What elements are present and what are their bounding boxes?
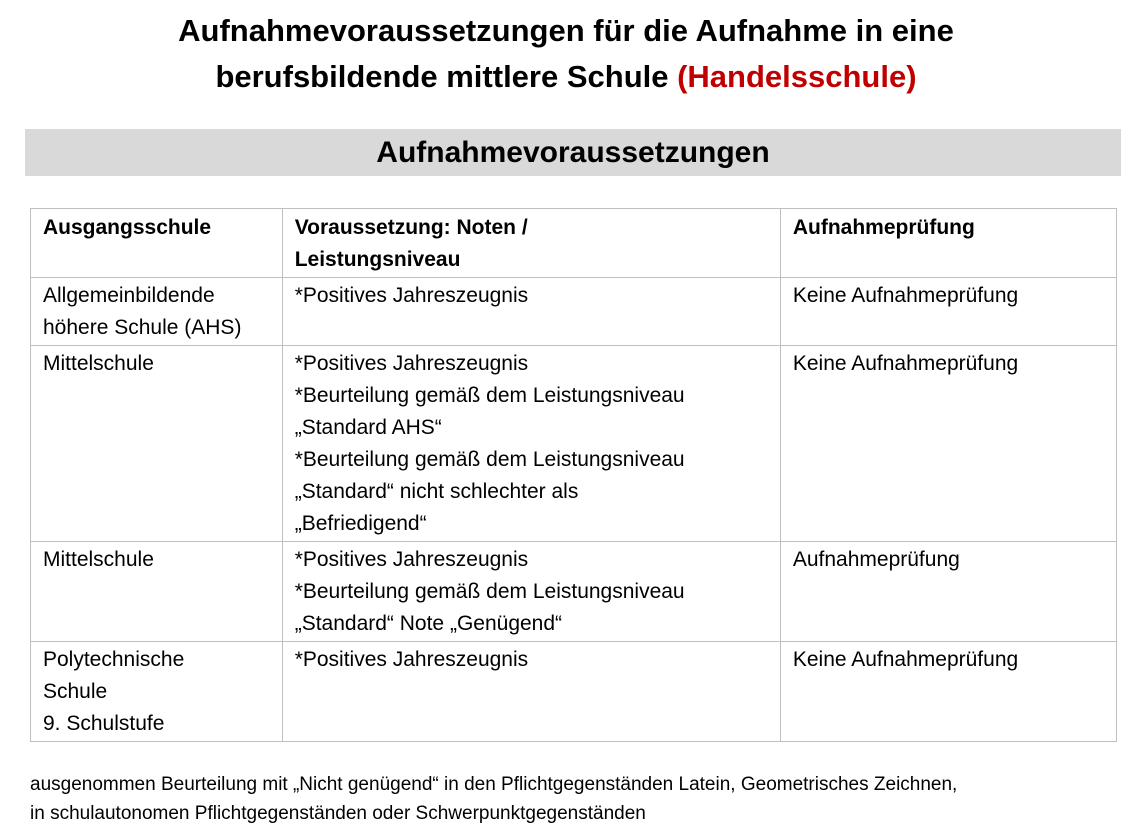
header-entrance-exam (780, 209, 1116, 278)
table-row (31, 542, 1117, 642)
cell-requirement (282, 346, 780, 542)
footnote-line-2: in schulautonomen Pflichtgegenständen oder Schwerpunktgegenständen (30, 803, 646, 824)
table-row (31, 346, 1117, 542)
cell-line: *Positives Jahreszeugnis (294, 648, 529, 671)
cell-line: *Positives Jahreszeugnis (294, 548, 529, 571)
cell-origin-school (31, 346, 283, 542)
cell-line: Keine Aufnahmeprüfung (792, 648, 1019, 671)
header-origin-school (31, 209, 283, 278)
cell-line: Mittelschule (43, 352, 154, 375)
cell-line: Aufnahmeprüfung (792, 548, 960, 571)
document-title (0, 8, 1132, 100)
cell-line: *Beurteilung gemäß dem Leistungsniveau (294, 448, 685, 471)
header-entrance-exam-label: Aufnahmeprüfung (792, 216, 975, 239)
cell-origin-school (31, 642, 283, 742)
cell-line: *Positives Jahreszeugnis (294, 284, 529, 307)
title-line-1: Aufnahmevoraussetzungen für die Aufnahme in eine (178, 13, 954, 48)
cell-line: 9. Schulstufe (43, 712, 165, 735)
title-line-2 (0, 54, 1132, 100)
cell-line: Polytechnische (43, 648, 185, 671)
cell-line: Allgemeinbildende (43, 284, 215, 307)
cell-line: *Beurteilung gemäß dem Leistungsniveau (294, 384, 685, 407)
header-origin-school-label: Ausgangsschule (43, 216, 212, 239)
title-school-type: (Handelsschule) (677, 59, 917, 94)
table-row (31, 642, 1117, 742)
footnote-line-1: ausgenommen Beurteilung mit „Nicht genügend“ in den Pflichtgegenständen Latein, Geometrisches Zeichnen, (30, 774, 958, 795)
requirements-table (30, 208, 1117, 742)
cell-line: *Positives Jahreszeugnis (294, 352, 529, 375)
table-row (31, 278, 1117, 346)
cell-line: Keine Aufnahmeprüfung (792, 284, 1019, 307)
footnote (30, 770, 957, 828)
cell-origin-school (31, 542, 283, 642)
cell-line: „Standard“ Note „Genügend“ (294, 612, 563, 635)
table-header-row (31, 209, 1117, 278)
cell-entrance-exam (780, 642, 1116, 742)
cell-line: „Standard AHS“ (294, 416, 442, 439)
cell-requirement (282, 542, 780, 642)
cell-line: „Befriedigend“ (294, 512, 427, 535)
section-heading: Aufnahmevoraussetzungen (25, 129, 1121, 176)
cell-entrance-exam (780, 278, 1116, 346)
header-requirement-line: Voraussetzung: Noten / (294, 216, 528, 239)
header-requirement (282, 209, 780, 278)
title-line-2-text: berufsbildende mittlere Schule (215, 59, 678, 94)
cell-entrance-exam (780, 542, 1116, 642)
cell-entrance-exam (780, 346, 1116, 542)
cell-line: höhere Schule (AHS) (43, 316, 242, 339)
cell-requirement (282, 278, 780, 346)
cell-origin-school (31, 278, 283, 346)
cell-line: Keine Aufnahmeprüfung (792, 352, 1019, 375)
cell-line: Mittelschule (43, 548, 154, 571)
cell-line: Schule (43, 680, 108, 703)
cell-line: *Beurteilung gemäß dem Leistungsniveau (294, 580, 685, 603)
cell-requirement (282, 642, 780, 742)
cell-line: „Standard“ nicht schlechter als (294, 480, 579, 503)
header-requirement-line: Leistungsniveau (294, 248, 461, 271)
